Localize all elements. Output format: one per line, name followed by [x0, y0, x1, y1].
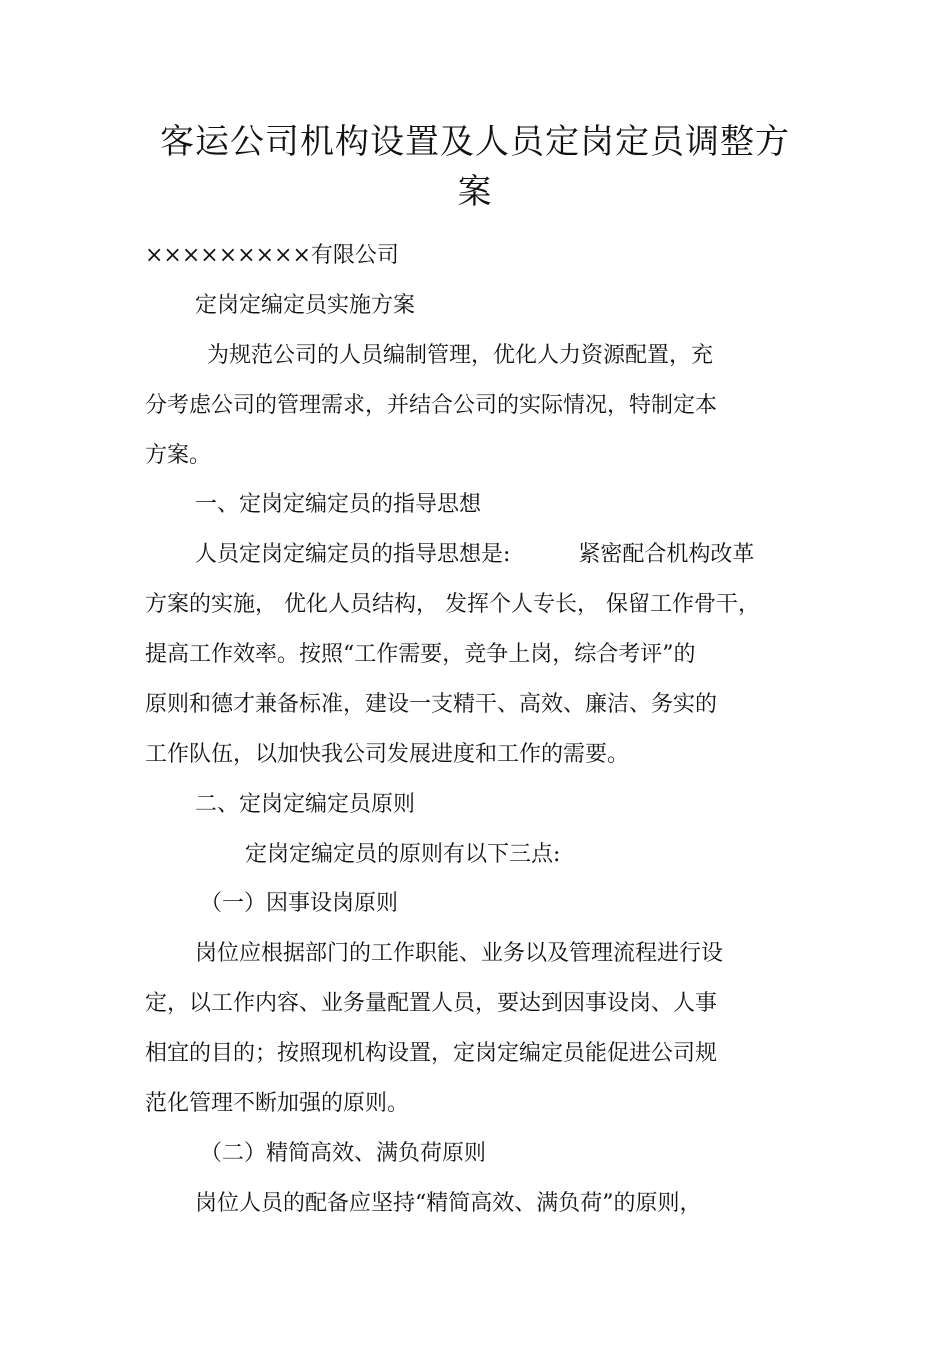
- intro-line: 方案。: [145, 443, 212, 468]
- company-name: ×××××××××有限公司: [145, 243, 399, 268]
- section-1-line: 提高工作效率。按照“工作需要，竞争上岗，综合考评”的: [145, 642, 696, 667]
- section-2-heading: 二、定岗定编定员原则: [195, 792, 416, 817]
- intro-line: 为规范公司的人员编制管理，优化人力资源配置，充: [207, 343, 714, 368]
- section-1-line: 方案的实施， 优化人员结构， 发挥个人专长， 保留工作骨干，: [145, 592, 760, 617]
- document-title-line-2: 案: [457, 172, 493, 212]
- principle-2-line: 岗位人员的配备应坚持“精简高效、满负荷”的原则，: [195, 1191, 702, 1216]
- document-title-line-1: 客运公司机构设置及人员定岗定员调整方: [160, 122, 790, 162]
- principle-1-line: 相宜的目的；按照现机构设置，定岗定编定员能促进公司规: [145, 1041, 718, 1066]
- section-1-line-part: 人员定岗定编定员的指导思想是:: [195, 542, 511, 567]
- section-1-line-part: 紧密配合机构改革: [578, 542, 755, 567]
- section-1-heading: 一、定岗定编定员的指导思想: [195, 492, 482, 517]
- principle-2-heading: （二）精简高效、满负荷原则: [200, 1141, 487, 1166]
- principle-1-heading: （一）因事设岗原则: [200, 891, 399, 916]
- section-1-line: 原则和德才兼备标准，建设一支精干、高效、廉洁、务实的: [145, 692, 718, 717]
- document-subtitle: 定岗定编定员实施方案: [195, 293, 416, 318]
- principle-1-line: 范化管理不断加强的原则。: [145, 1091, 410, 1116]
- principle-1-line: 岗位应根据部门的工作职能、业务以及管理流程进行设: [195, 941, 724, 966]
- intro-line: 分考虑公司的管理需求，并结合公司的实际情况，特制定本: [145, 393, 718, 418]
- principle-1-line: 定，以工作内容、业务量配置人员，要达到因事设岗、人事: [145, 991, 718, 1016]
- section-2-intro: 定岗定编定员的原则有以下三点:: [245, 842, 561, 867]
- section-1-line: [195, 540, 754, 570]
- section-1-line: 工作队伍，以加快我公司发展进度和工作的需要。: [145, 742, 630, 767]
